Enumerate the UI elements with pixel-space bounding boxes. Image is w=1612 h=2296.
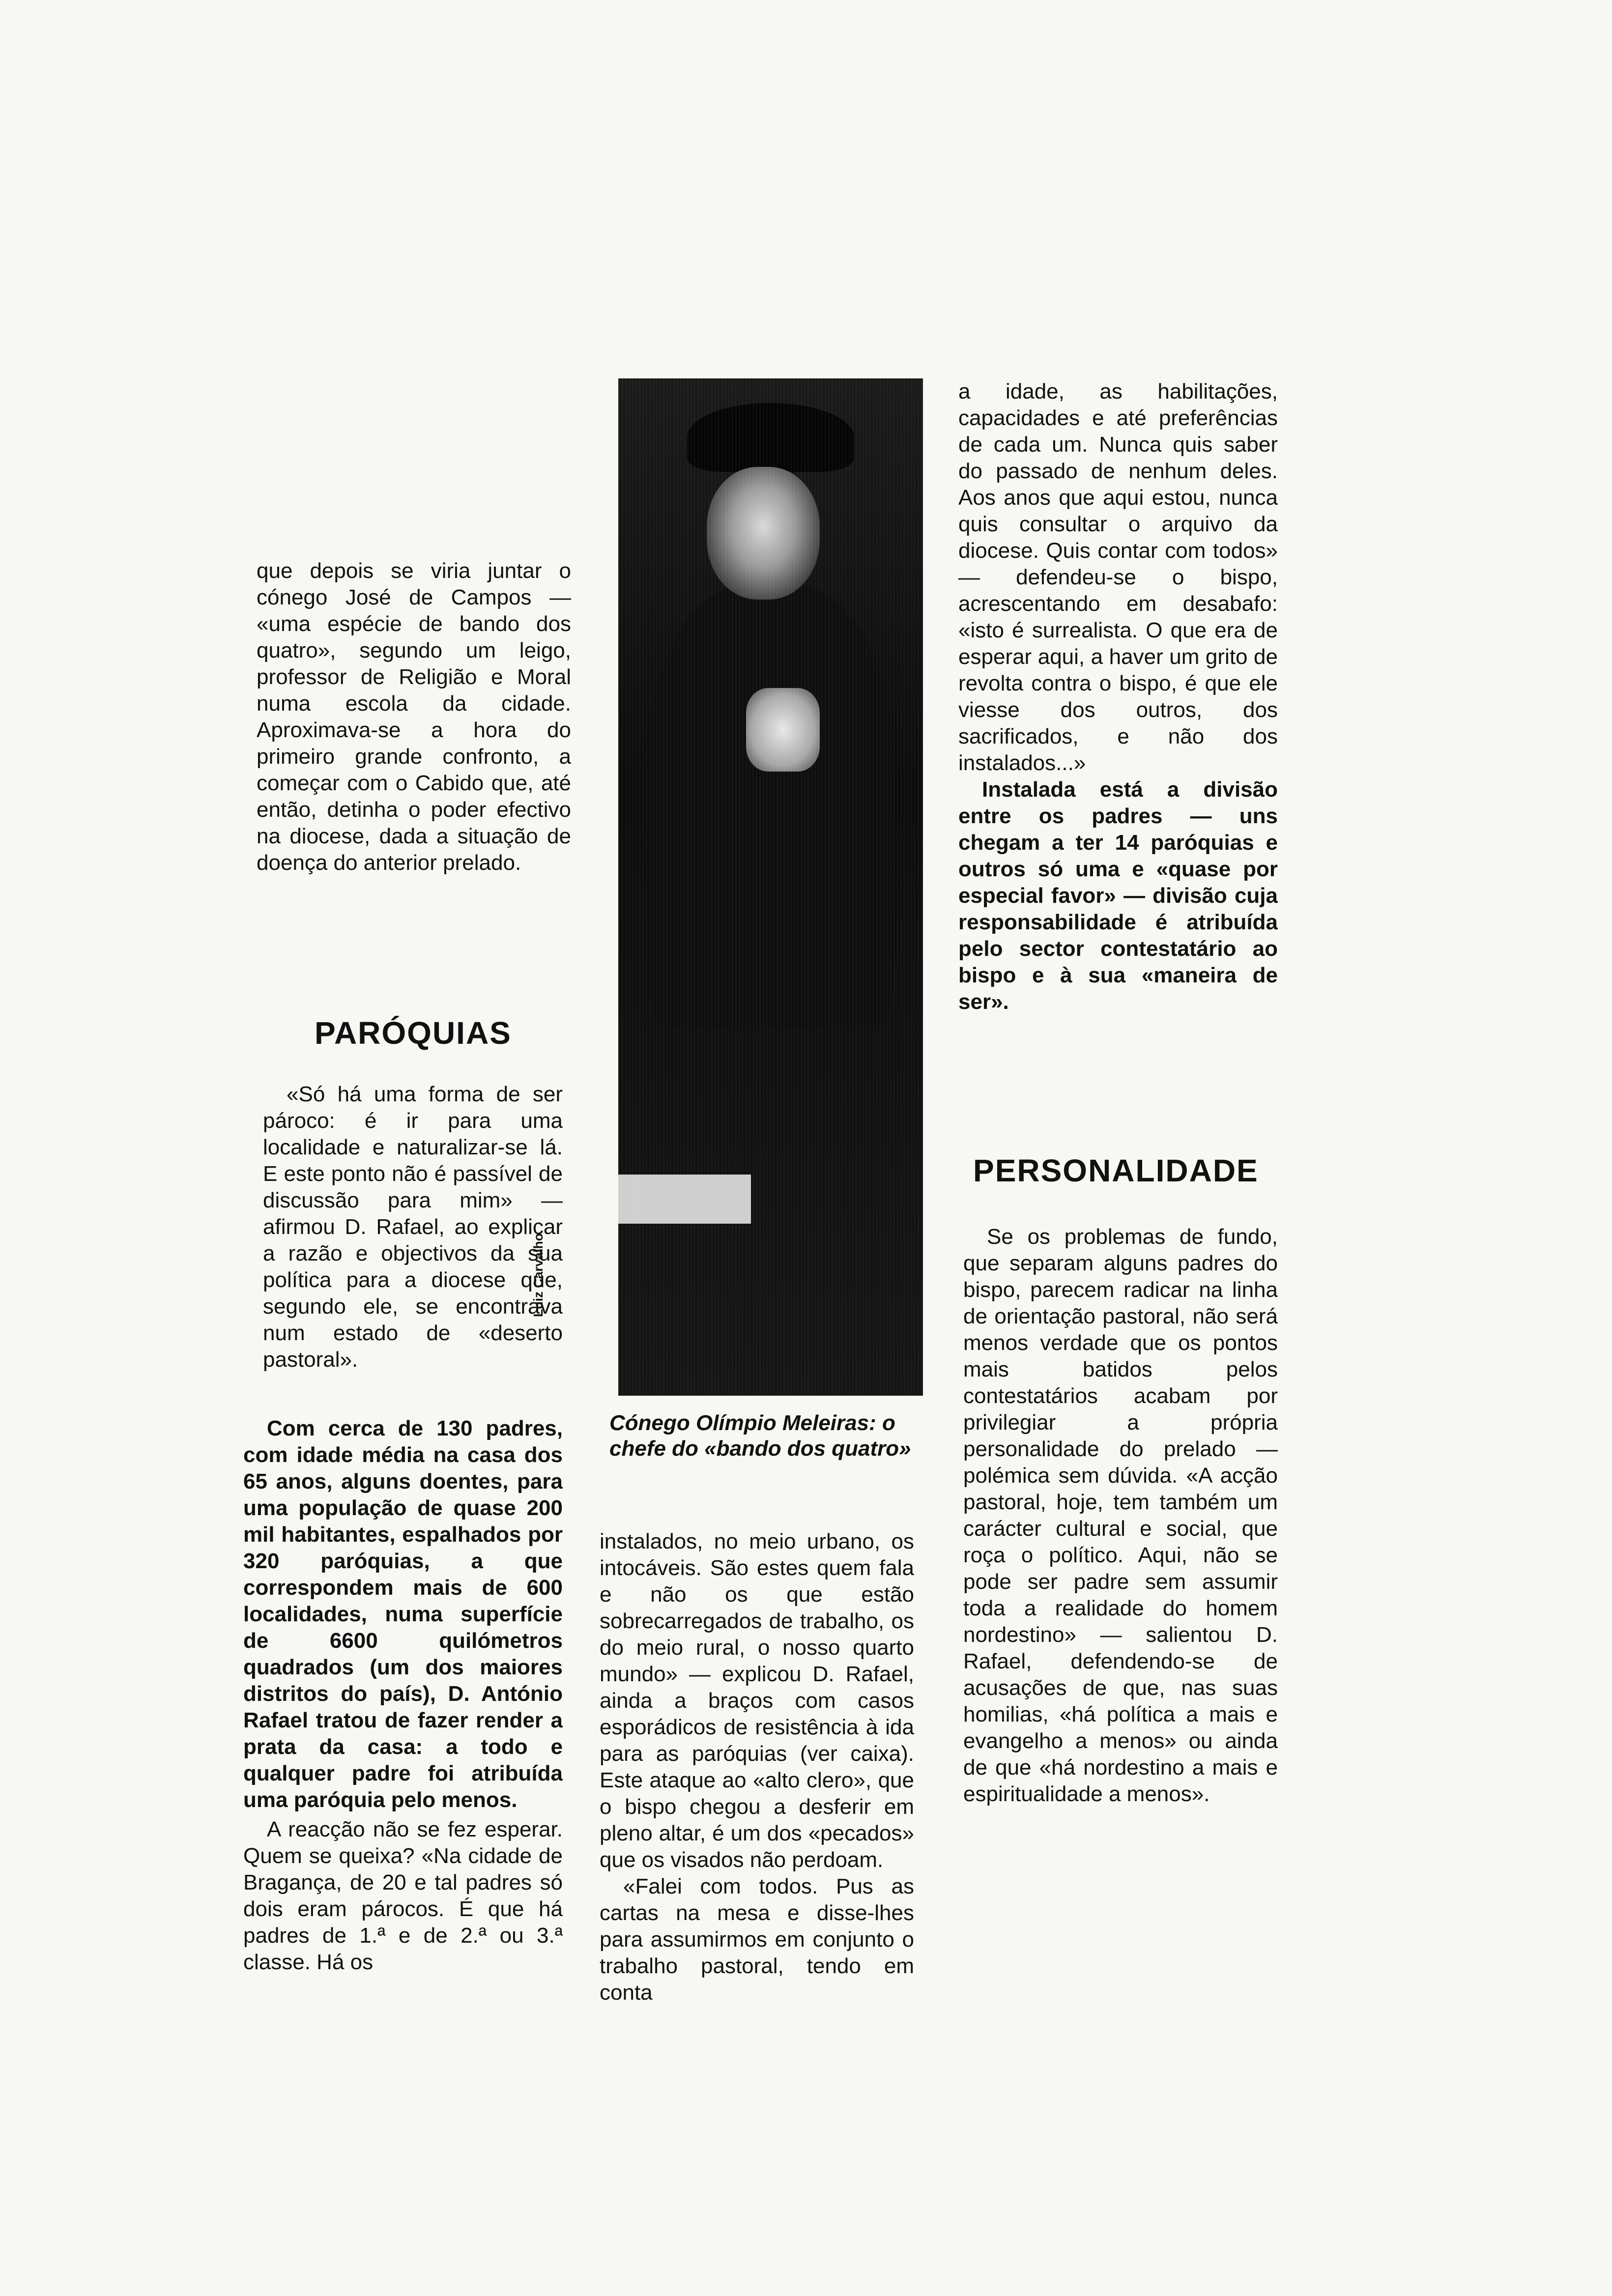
- section-heading-personalidade: PERSONALIDADE: [973, 1153, 1259, 1188]
- column-1-middle: [263, 1081, 563, 1415]
- paragraph: «Falei com todos. Pus as cartas na mesa e disse-lhes para assumirmos em conjunto o trabalho pastoral, tendo em conta: [600, 1874, 914, 2005]
- paragraph: instalados, no meio urbano, os intocáveis. São estes quem fala e não os que estão sobrecarregados de trabalho, os do meio rural, o nosso quarto mundo» — explicou D. Rafael, ainda a braços com casos esporádicos de resistência à ida para as paróquias (ver caixa). Este ataque ao «alto clero», que o bispo chegou a desferir em pleno altar, é um dos «pecados» que os visados não perdoam.: [600, 1529, 914, 1872]
- column-3-bottom: [963, 1224, 1278, 1902]
- column-2-bottom: [600, 1528, 914, 2089]
- column-3-top: [958, 378, 1278, 1116]
- photo-credit: Luiz Carvalho: [531, 1233, 546, 1317]
- paragraph: Se os problemas de fundo, que separam alguns padres do bispo, parecem radicar na linha de orientação pastoral, não será menos verdade que os pontos mais batidos pelos contestatários acabam por privilegiar a própria personalidade do prelado — polémica sem dúvida. «A acção pastoral, hoje, tem também um carácter cultural e social, que roça o político. Aqui, não se pode ser padre sem assumir toda a realidade do homem nordestino» — salientou D. Rafael, defendendo-se de acusações de que, nas suas homilias, «há política a mais e evangelho a menos» ou ainda de que «há nordestino a mais e espiritualidade a menos».: [963, 1225, 1278, 1806]
- column-1-bottom: [243, 1415, 563, 2030]
- paragraph: a idade, as habilitações, capacidades e até preferências de cada um. Nunca quis saber do passado de nenhum deles. Aos anos que aqui estou, nunca quis consultar o arquivo da diocese. Quis contar com todos» — defendeu-se o bispo, acrescentando em desabafo: «isto é surrealista. O que era de esperar aqui, a haver um grito de revolta contra o bispo, é que ele viesse dos outros, dos sacrificados, e não dos instalados...»: [958, 379, 1278, 775]
- paragraph: «Só há uma forma de ser pároco: é ir para uma localidade e naturalizar-se lá. E este ponto não é passível de discussão para mim» — afirmou D. Rafael, ao explicar a razão e objectivos da sua política para a diocese que, segundo ele, se encontrava num estado de «deserto pastoral».: [263, 1082, 563, 1372]
- section-heading-paroquias: PARÓQUIAS: [315, 1015, 512, 1051]
- paragraph: que depois se viria juntar o cónego José de Campos — «uma espécie de bando dos quatro», segundo um leigo, professor de Religião e Moral numa escola da cidade. Aproximava-se a hora do primeiro grande confronto, a começar com o Cabido que, até então, detinha o poder efectivo na diocese, dada a situação de doença do anterior prelado.: [257, 559, 571, 875]
- paragraph: Instalada está a divisão entre os padres — uns chegam a ter 14 paróquias e outros só uma e «quase por especial favor» — divisão cuja responsabilidade é atribuída pelo sector contestatário ao bispo e à sua «maneira de ser».: [958, 777, 1278, 1014]
- portrait-photo: [618, 378, 923, 1396]
- column-1-top: [257, 558, 571, 876]
- paragraph: Com cerca de 130 padres, com idade média na casa dos 65 anos, alguns doentes, para uma população de quase 200 mil habitantes, espalhados por 320 paróquias, a que correspondem mais de 600 localidades, numa superfície de 6600 quilómetros quadrados (um dos maiores distritos do país), D. António Rafael tratou de fazer render a prata da casa: a todo e qualquer padre foi atribuída uma paróquia pelo menos.: [243, 1416, 563, 1812]
- paragraph: A reacção não se fez esperar. Quem se queixa? «Na cidade de Bragança, de 20 e tal padres só dois eram párocos. É que há padres de 1.ª e de 2.ª ou 3.ª classe. Há os: [243, 1817, 563, 1974]
- photo-caption: Cónego Olímpio Meleiras: o chefe do «bando dos quatro»: [609, 1411, 911, 1461]
